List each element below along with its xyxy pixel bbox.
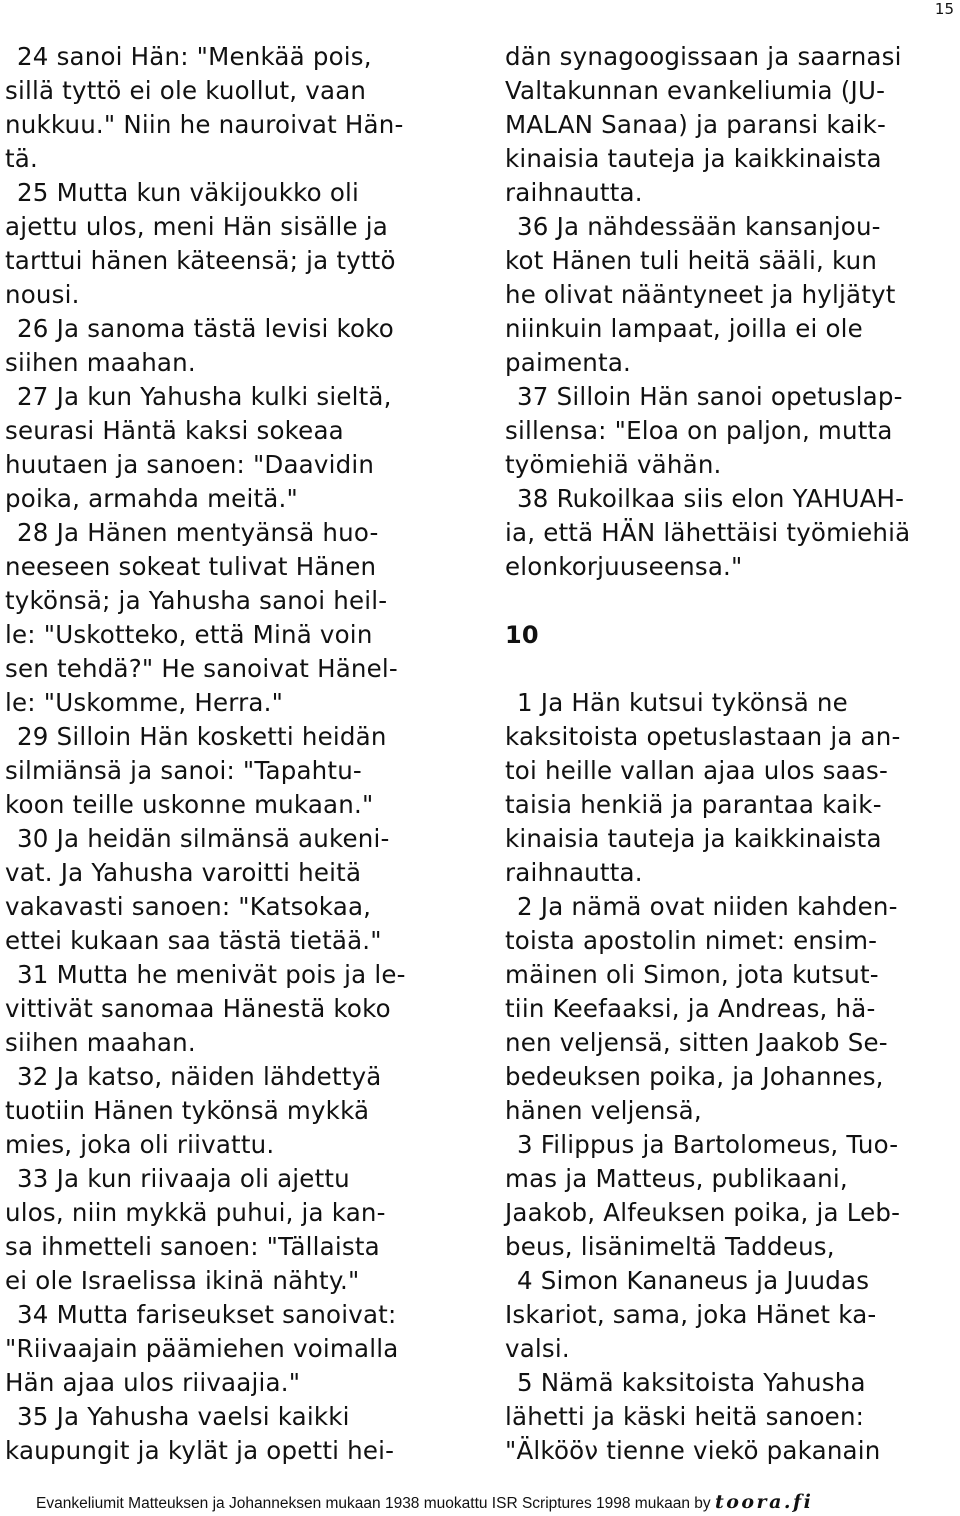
text-line: Valtakunnan evankeliumia (JU- [505,76,886,105]
text-line: kot Hänen tuli heitä sääli, kun [505,246,878,275]
text-line: tiin Keefaaksi, ja Andreas, hä- [505,994,876,1023]
text-line: le: "Uskomme, Herra." [5,688,284,717]
text-line: nen veljensä, sitten Jaakob Se- [505,1028,888,1057]
footer-text: Evankeliumit Matteuksen ja Johanneksen mukaan 1938 muokattu ISR Scriptures 1998 mukaan by [36,1495,715,1512]
text-line: lähetti ja käski heitä sanoen: [505,1402,865,1431]
text-line: Iskariot, sama, joka Hänet ka- [505,1300,877,1329]
text-line: raihnautta. [505,178,643,207]
text-line: ettei kukaan saa tästä tietää." [5,926,382,955]
text-line: MALAN Sanaa) ja paransi kaik- [505,110,887,139]
text-line: ia, että HÄN lähettäisi työmiehiä [505,518,911,547]
text-line: 29 Silloin Hän kosketti heidän [17,722,387,751]
text-line: toista apostolin nimet: ensim- [505,926,878,955]
spacer [505,584,955,618]
text-line: 37 Silloin Hän sanoi opetuslap- [517,382,903,411]
text-line: Jaakob, Alfeuksen poika, ja Leb- [505,1198,901,1227]
text-line: 24 sanoi Hän: "Menkää pois, [17,42,372,71]
text-line: 36 Ja nähdessään kansanjou- [517,212,881,241]
text-line: siihen maahan. [5,348,196,377]
text-line: kinaisia tauteja ja kaikkinaista [505,144,882,173]
right-column-bottom-text [505,686,955,1468]
text-line: hänen veljensä, [505,1096,702,1125]
text-line: koon teille uskonne mukaan." [5,790,374,819]
text-line: sillensa: "Eloa on paljon, mutta [505,416,893,445]
text-line: 35 Ja Yahusha vaelsi kaikki [17,1402,350,1431]
text-line: työmiehiä vähän. [505,450,722,479]
right-column-top-text [505,40,955,584]
text-line: kaupungit ja kylät ja opetti hei- [5,1436,395,1465]
text-line: beus, lisänimeltä Taddeus, [505,1232,835,1261]
text-line: 4 Simon Kananeus ja Juudas [517,1266,870,1295]
text-line: niinkuin lampaat, joilla ei ole [505,314,863,343]
text-line: kinaisia tauteja ja kaikkinaista [505,824,882,853]
text-line: he olivat nääntyneet ja hyljätyt [505,280,896,309]
text-line: sen tehdä?" He sanoivat Hänel- [5,654,398,683]
text-line: nukkuu." Niin he nauroivat Hän- [5,110,404,139]
text-line: toi heille vallan ajaa ulos saas- [505,756,889,785]
text-line: 33 Ja kun riivaaja oli ajettu [17,1164,350,1193]
page-footer [36,1491,813,1513]
text-line: le: "Uskotteko, että Minä voin [5,620,373,649]
text-line: dän synagoogissaan ja saarnasi [505,42,902,71]
text-line: mas ja Matteus, publikaani, [505,1164,848,1193]
text-line: bedeuksen poika, ja Johannes, [505,1062,884,1091]
text-line: kaksitoista opetuslastaan ja an- [505,722,901,751]
text-line: 1 Ja Hän kutsui tykönsä ne [517,688,848,717]
text-line: huutaen ja sanoen: "Daavidin [5,450,375,479]
text-line: vakavasti sanoen: "Katsokaa, [5,892,372,921]
text-line: Hän ajaa ulos riivaajia." [5,1368,301,1397]
text-line: sillä tyttö ei ole kuollut, vaan [5,76,367,105]
text-line: 31 Mutta he menivät pois ja le- [17,960,406,989]
text-line: vittivät sanomaa Hänestä koko [5,994,391,1023]
text-line: mäinen oli Simon, jota kutsut- [505,960,879,989]
text-line: siihen maahan. [5,1028,196,1057]
left-text-column [5,40,455,1468]
text-line: 27 Ja kun Yahusha kulki sieltä, [17,382,392,411]
text-line: tuotiin Hänen tykönsä mykkä [5,1096,370,1125]
chapter-heading: 10 [505,621,539,649]
text-line: 2 Ja nämä ovat niiden kahden- [517,892,898,921]
text-line: ei ole Israelissa ikinä nähty." [5,1266,360,1295]
text-line: poika, armahda meitä." [5,484,298,513]
spacer [505,652,955,686]
text-line: 30 Ja heidän silmänsä aukeni- [17,824,390,853]
text-line: 5 Nämä kaksitoista Yahusha [517,1368,866,1397]
text-line: tarttui hänen käteensä; ja tyttö [5,246,396,275]
text-line: raihnautta. [505,858,643,887]
text-line: 34 Mutta fariseukset sanoivat: [17,1300,397,1329]
text-line: 32 Ja katso, näiden lähdettyä [17,1062,382,1091]
text-line: ulos, niin mykkä puhui, ja kan- [5,1198,386,1227]
text-line: tä. [5,144,39,173]
text-line: 25 Mutta kun väkijoukko oli [17,178,360,207]
text-line: ajettu ulos, meni Hän sisälle ja [5,212,388,241]
text-line: sa ihmetteli sanoen: "Tällaista [5,1232,380,1261]
text-line: paimenta. [505,348,632,377]
page-number: 15 [934,0,954,18]
text-line: tykönsä; ja Yahusha sanoi heil- [5,586,388,615]
text-line: "Riivaajain päämiehen voimalla [5,1334,399,1363]
text-line: 26 Ja sanoma tästä levisi koko [17,314,394,343]
text-line: silmiänsä ja sanoi: "Tapahtu- [5,756,362,785]
text-line: seurasi Häntä kaksi sokeaa [5,416,344,445]
text-line: 28 Ja Hänen mentyänsä huo- [17,518,379,547]
text-line: taisia henkiä ja parantaa kaik- [505,790,882,819]
text-line: nousi. [5,280,80,309]
text-line: 3 Filippus ja Bartolomeus, Tuo- [517,1130,899,1159]
text-line: valsi. [505,1334,570,1363]
footer-brand: toora.fi [714,1491,814,1513]
text-line: neeseen sokeat tulivat Hänen [5,552,377,581]
text-line: elonkorjuuseensa." [505,552,743,581]
text-line: vat. Ja Yahusha varoitti heitä [5,858,362,887]
right-text-column [505,40,955,1468]
text-line: mies, joka oli riivattu. [5,1130,275,1159]
text-line: 38 Rukoilkaa siis elon YAHUAH- [517,484,905,513]
text-line: "Älkööν tienne viekö pakanain [505,1436,881,1465]
